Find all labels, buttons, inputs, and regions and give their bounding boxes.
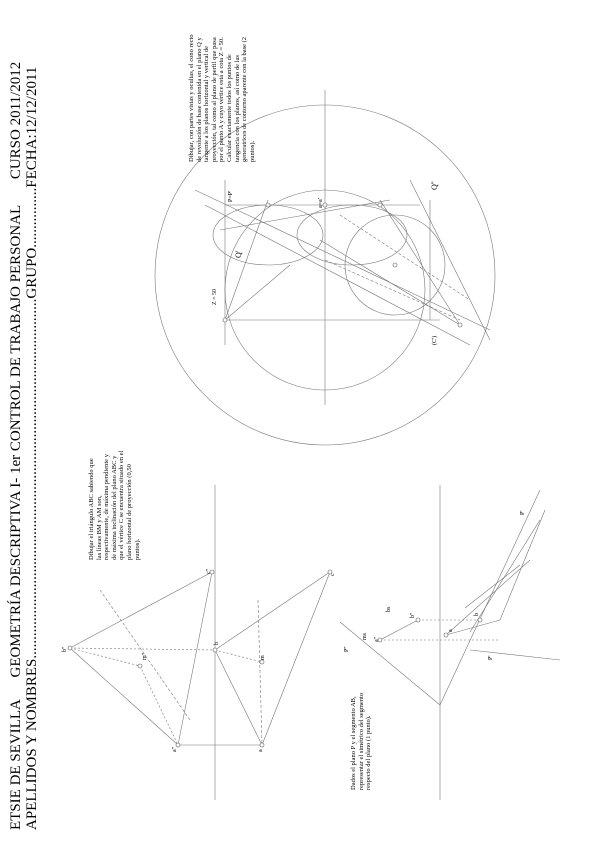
label-bs: bs: [386, 606, 392, 612]
cone-gen-3: [380, 200, 460, 325]
label-P2: P'': [344, 646, 350, 652]
proj-line-2: [70, 648, 215, 650]
cone-ray-1: [325, 260, 460, 320]
label-m1: m: [260, 655, 266, 660]
label-m2: m'': [142, 653, 148, 660]
cone-ray-2: [340, 215, 470, 300]
exercise-triangle-text: Dibujar el triángulo ABC sabiendo que las líneas BM y AM son, respectivamente, de máxima pendiente y de máxima inclinación del plano ABC y que el vértice C se encuentra situado en el plano horizontal de proyección (0,50 puntos).: [88, 450, 141, 560]
trace-Q: [410, 180, 490, 340]
segment-ab-1: [380, 620, 418, 640]
label-aa: a=a': [318, 198, 324, 208]
cone-axis-1: [195, 190, 490, 330]
label-Q2: Q'': [430, 181, 439, 190]
sym-line-1: [446, 560, 530, 635]
label-c1: c: [330, 573, 336, 576]
header-line-2: APELLIDOS Y NOMBRES................................................................................................GRUPO................FECHA:12/12/2011: [24, 66, 40, 830]
label-ab1-b: b: [474, 613, 480, 616]
label-a1: a: [258, 749, 264, 752]
label-c2: c'': [206, 569, 212, 574]
label-b2: b'': [62, 646, 68, 652]
ma-line-upper: [140, 666, 178, 745]
header-group-label: GRUPO: [24, 247, 40, 299]
header-names-label: APELLIDOS Y NOMBRES: [24, 658, 40, 830]
triangle-proj-upper-2: [70, 648, 178, 745]
label-ms: ms: [362, 632, 368, 640]
exercise-cone-text: Dibujar, con partes vistas y ocultas, el cono recto de revolución de base contenida en el plano Q y tangente a los planos horizontal y vertical de proyección, tal como al plano de perfil que pasa por el punto A y cuyo vértice está a cota Z = 50. Calcular exactamente todos los puntos de tangencia con los planos, así como de las generatrices de contorno aparente con la base (2 puntos).: [188, 34, 256, 162]
header-school: ETSIE DE SEVILLA: [8, 700, 24, 830]
header-date: FECHA:12/12/2011: [24, 66, 40, 188]
label-a2: a'': [172, 747, 178, 752]
triangle-proj-upper-1: [70, 572, 212, 648]
triangle-proj-lower-3: [262, 572, 330, 745]
triangle-proj-upper-3: [178, 572, 212, 745]
label-ab2-a: a'': [374, 637, 380, 642]
label-pp: P=P': [228, 190, 234, 202]
aux-line-lower: [215, 650, 262, 662]
header-title: GEOMETRÍA DESCRIPTIVA I- 1er CONTROL DE TRABAJO PERSONAL: [8, 205, 24, 678]
label-Q1: Q': [234, 250, 243, 258]
header-line-1: [8, 62, 25, 830]
triangle-proj-lower-2: [215, 650, 262, 745]
exercise-symmetric-text: Dados el plano P y el segmento AB, representar el simétrico del segmento respecto del plano (1 punto).: [350, 692, 373, 790]
label-z50: Z = 50: [212, 288, 218, 305]
label-ab2-b: b'': [410, 612, 416, 618]
sym-line-7: [470, 650, 560, 660]
sym-line-2: [470, 520, 540, 632]
label-ab1-a: a: [448, 629, 454, 632]
sym-line-3: [500, 510, 545, 620]
triangle-proj-lower-1: [215, 572, 330, 650]
cone-ellipse-2: [297, 205, 407, 265]
aux-line-lower-2: [258, 600, 262, 745]
label-C1: (C'): [432, 335, 438, 345]
plane-trace-2: [440, 490, 540, 705]
header-course: CURSO 2011/2012: [8, 61, 24, 180]
label-Pp: P': [520, 510, 526, 515]
sym-line-6: [465, 565, 520, 608]
ms-line-upper: [70, 648, 140, 666]
label-P1: P': [488, 655, 494, 660]
label-b1: b: [214, 642, 220, 645]
cone-ellipse-1: [213, 205, 323, 265]
